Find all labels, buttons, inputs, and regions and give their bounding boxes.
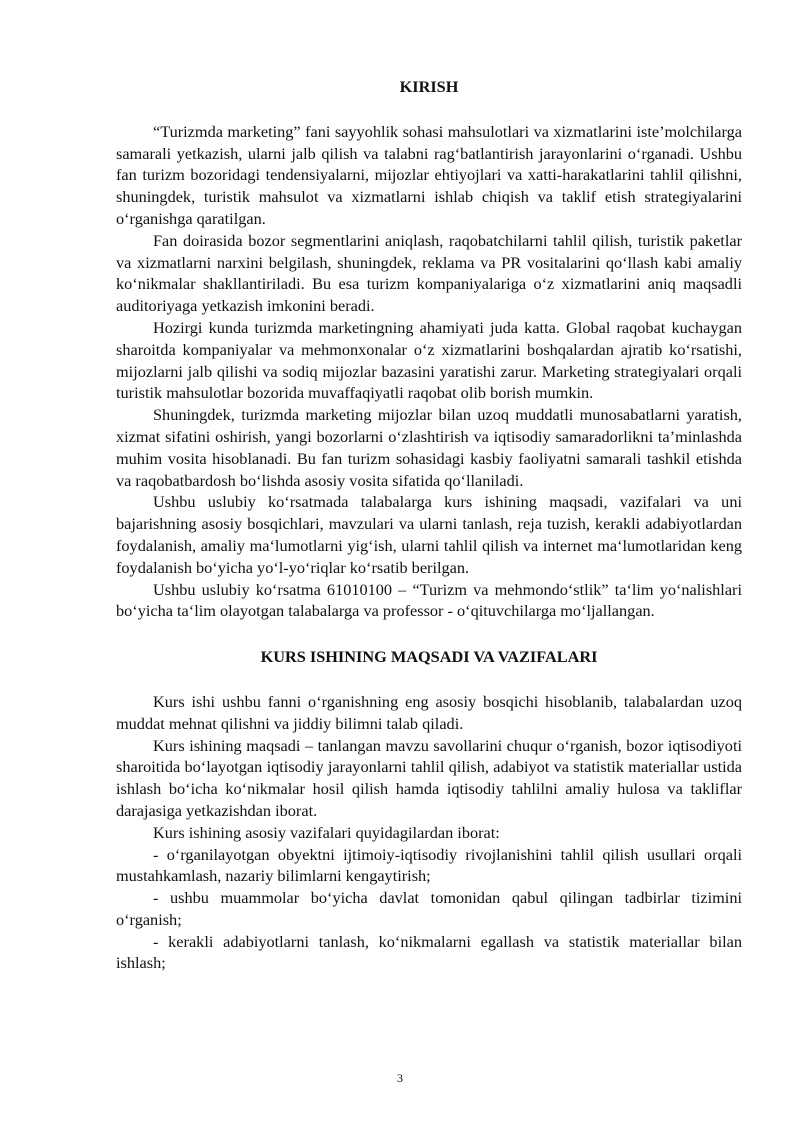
goals-list-item: - ushbu muammolar bo‘yicha davlat tomonidan qabul qilingan tadbirlar tizimini o‘rganish; <box>116 888 742 929</box>
goals-paragraph: Kurs ishi ushbu fanni o‘rganishning eng asosiy bosqichi hisoblanib, talabalardan uzoq muddat mehnat qilishni va jiddiy bilimni talab qiladi. <box>116 691 742 733</box>
section-heading-intro: KIRISH <box>399 77 459 96</box>
goals-list-item: - kerakli adabiyotlarni tanlash, ko‘nikmalarni egallash va statistik materiallar bilan ishlash; <box>116 931 742 973</box>
goals-list-item: - o‘rganilayotgan obyektni ijtimoiy-iqtisodiy rivojlanishini tahlil qilish usullari orqali mustahkamlash, nazariy bilimlarni kengaytirish; <box>116 844 742 886</box>
goals-paragraph: Kurs ishining asosiy vazifalari quyidagilardan iborat: <box>153 822 500 842</box>
intro-paragraph: Hozirgi kunda turizmda marketingning ahamiyati juda katta. Global raqobat kuchaygan sharoitda kompaniyalar va mehmonxonalar o‘z xizmatlarini boshqalardan ajratib ko‘rsatishi, mijozlarni jalb qilishi va sodiq mijozlar bazasini yaratishi zarur. Marketing strategiyalari orqali turistik mahsulotlar bozorida muvaffaqiyatli raqobat olib borish mumkin. <box>116 317 742 403</box>
intro-paragraph: Ushbu uslubiy ko‘rsatma 61010100 – “Turizm va mehmondo‘stlik” ta‘lim yo‘nalishlari bo‘yicha ta‘lim olayotgan talabalarga va professor - o‘qituvchilarga mo‘ljallangan. <box>116 579 742 621</box>
intro-paragraph: Ushbu uslubiy ko‘rsatmada talabalarga kurs ishining maqsadi, vazifalari va uni bajarishning asosiy bosqichlari, mavzulari va ularni tanlash, reja tuzish, kerakli adabiyotlardan foydalanish, amaliy ma‘lumotlarni yig‘ish, ularni tahlil qilish va internet ma‘lumotlaridan keng foydalanish bo‘yicha yo‘l-yo‘riqlar ko‘rsatib berilgan. <box>116 492 742 577</box>
section-heading-goals: KURS ISHINING MAQSADI VA VAZIFALARI <box>260 647 598 667</box>
goals-paragraph: Kurs ishining maqsadi – tanlangan mavzu savollarini chuqur o‘rganish, bozor iqtisodiyoti sharoitida bo‘layotgan iqtisodiy jarayonlarni tahlil qilish, adabiyot va statistik materiallar ustida ishlash bo‘icha ko‘nikmalar hosil qilish hamda iqtisodiy tahlilni amaliy hulosa va takliflar darajasiga yetkazishdan iborat. <box>116 735 742 820</box>
goals-section <box>116 691 742 974</box>
page-number: 3 <box>397 1071 403 1085</box>
intro-paragraph: Fan doirasida bozor segmentlarini aniqlash, raqobatchilarni tahlil qilish, turistik paketlar va xizmatlarni narxini belgilash, shuningdek, reklama va PR vositalarini qo‘llash kabi amaliy ko‘nikmalar shakllantiriladi. Bu esa turizm kompaniyalariga o‘z xizmatlarini aniq maqsadli auditoriyaga yetkazish imkonini beradi. <box>116 230 742 316</box>
intro-paragraph: Shuningdek, turizmda marketing mijozlar bilan uzoq muddatli munosabatlarni yaratish, xizmat sifatini oshirish, yangi bozorlarni o‘zlashtirish va iqtisodiy samaradorlikni ta’minlashda muhim vosita hisoblanadi. Bu fan turizm sohasidagi kasbiy faoliyatni samarali tashkil etishda va raqobatbardosh bo‘lishda asosiy vosita sifatida qo‘llaniladi. <box>116 405 742 490</box>
intro-section <box>116 121 742 622</box>
intro-paragraph: “Turizmda marketing” fani sayyohlik sohasi mahsulotlari va xizmatlarini iste’molchilarga samarali yetkazish, ularni jalb qilish va talabni rag‘batlantirish jarayonlarini o‘rganadi. Ushbu fan turizm bozoridagi tendensiyalarni, mijozlar ehtiyojlari va xatti-harakatlarini tahlil qilishni, shuningdek, turistik mahsulot va xizmatlarni ishlab chiqish va taklif etish strategiyalarini o‘rganishga qaratilgan. <box>116 121 742 228</box>
